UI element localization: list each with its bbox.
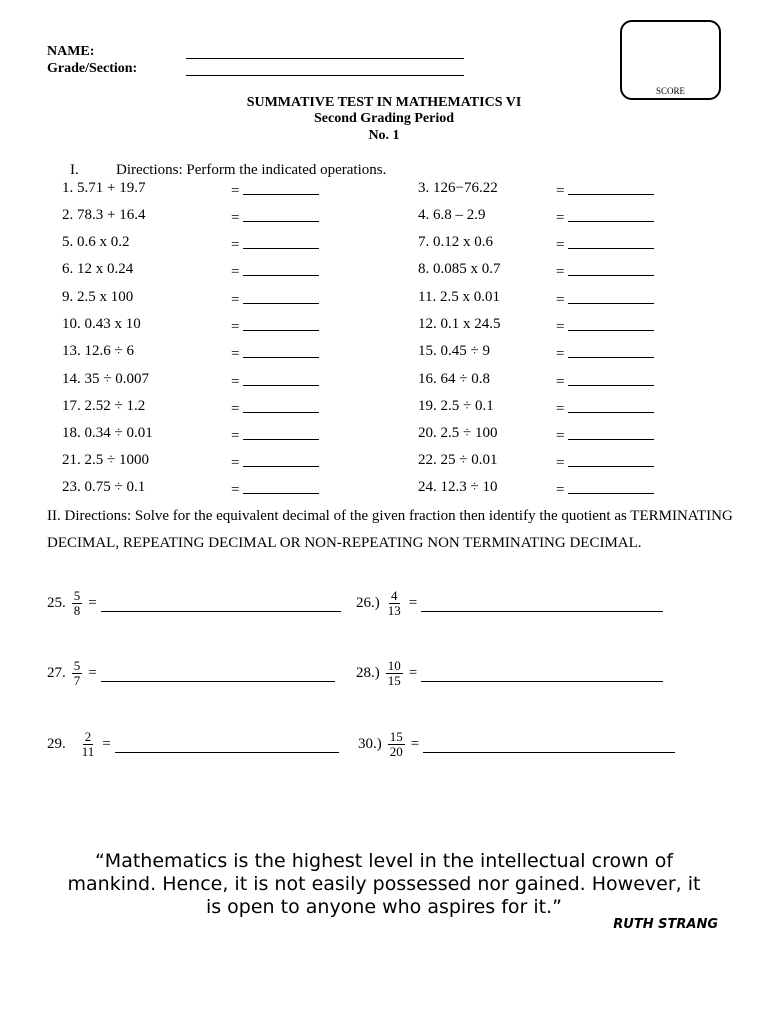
- answer-line[interactable]: [243, 180, 319, 195]
- answer-line[interactable]: [243, 343, 319, 358]
- answer-blank-right[interactable]: [556, 234, 654, 254]
- denominator: 11: [81, 744, 95, 759]
- equals-sign: =: [102, 736, 111, 752]
- problem-right: 4. 6.8 – 2.9: [418, 207, 486, 223]
- answer-blank-right[interactable]: [556, 452, 654, 472]
- problem-left: 9. 2.5 x 100: [62, 289, 134, 305]
- fraction-item: [356, 659, 663, 688]
- test-title: SUMMATIVE TEST IN MATHEMATICS VI: [246, 95, 522, 110]
- equals-sign: =: [231, 210, 240, 226]
- equals-sign: =: [556, 292, 565, 308]
- problem-left: 1. 5.71 + 19.7: [62, 180, 146, 196]
- problem-left: 21. 2.5 ÷ 1000: [62, 452, 149, 468]
- equals-sign: =: [556, 482, 565, 498]
- answer-blank-left[interactable]: [231, 425, 319, 445]
- problem-left: 23. 0.75 ÷ 0.1: [62, 479, 146, 495]
- answer-line[interactable]: [568, 371, 654, 386]
- item-number: 30.): [358, 736, 382, 752]
- answer-line[interactable]: [568, 234, 654, 249]
- answer-line[interactable]: [243, 207, 319, 222]
- equals-sign: =: [231, 401, 240, 417]
- answer-blank-right[interactable]: [556, 289, 654, 309]
- answer-line[interactable]: [568, 479, 654, 494]
- answer-line[interactable]: [568, 289, 654, 304]
- denominator: 7: [73, 673, 81, 688]
- answer-blank-left[interactable]: [231, 398, 319, 418]
- equals-sign: =: [231, 237, 240, 253]
- numerator: 5: [73, 588, 81, 603]
- numerator: 15: [389, 729, 403, 744]
- fraction: [386, 659, 403, 688]
- answer-blank-right[interactable]: [556, 261, 654, 281]
- test-number: No. 1: [368, 128, 400, 143]
- fraction: [80, 730, 97, 759]
- problem-left: 13. 12.6 ÷ 6: [62, 343, 134, 359]
- numerator: 2: [84, 729, 92, 744]
- answer-line[interactable]: [568, 398, 654, 413]
- answer-blank-right[interactable]: [556, 398, 654, 418]
- answer-line[interactable]: [568, 425, 654, 440]
- problem-left: 17. 2.52 ÷ 1.2: [62, 398, 146, 414]
- answer-blank-left[interactable]: [231, 261, 319, 281]
- answer-blank-left[interactable]: [231, 371, 319, 391]
- answer-blank-left[interactable]: [231, 289, 319, 309]
- answer-blank-left[interactable]: [231, 316, 319, 336]
- answer-line[interactable]: [568, 316, 654, 331]
- equals-sign: =: [88, 665, 97, 681]
- item-number: 27.: [47, 665, 66, 681]
- denominator: 20: [389, 744, 403, 759]
- answer-blank-right[interactable]: [556, 207, 654, 227]
- answer-line[interactable]: [243, 479, 319, 494]
- fraction-item: [47, 659, 335, 688]
- item-number: 28.): [356, 665, 380, 681]
- answer-line[interactable]: [568, 207, 654, 222]
- problem-right: 12. 0.1 x 24.5: [418, 316, 501, 332]
- item-number: 29.: [47, 736, 66, 752]
- fraction: [388, 730, 405, 759]
- answer-line[interactable]: [243, 371, 319, 386]
- problem-right: 3. 126−76.22: [418, 180, 498, 196]
- answer-line[interactable]: [243, 289, 319, 304]
- denominator: 15: [387, 673, 401, 688]
- equals-sign: =: [231, 346, 240, 362]
- answer-line[interactable]: [568, 452, 654, 467]
- answer-blank-right[interactable]: [556, 180, 654, 200]
- numerator: 5: [73, 658, 81, 673]
- part1-numeral: I.: [70, 162, 79, 178]
- equals-sign: =: [231, 319, 240, 335]
- answer-line[interactable]: [115, 736, 339, 753]
- problem-right: 19. 2.5 ÷ 0.1: [418, 398, 494, 414]
- problem-left: 5. 0.6 x 0.2: [62, 234, 130, 250]
- grade-section-label: Grade/Section:: [47, 61, 138, 76]
- problem-left: 6. 12 x 0.24: [62, 261, 134, 277]
- equals-sign: =: [408, 595, 418, 611]
- problem-right: 22. 25 ÷ 0.01: [418, 452, 498, 468]
- name-line[interactable]: [186, 58, 464, 59]
- answer-line[interactable]: [101, 665, 335, 682]
- answer-line[interactable]: [243, 234, 319, 249]
- fraction-item: [47, 589, 341, 618]
- problem-right: 16. 64 ÷ 0.8: [418, 371, 490, 387]
- answer-blank-right[interactable]: [556, 343, 654, 363]
- equals-sign: =: [410, 736, 420, 752]
- answer-line[interactable]: [423, 736, 675, 753]
- answer-line[interactable]: [101, 595, 341, 612]
- problem-right: 15. 0.45 ÷ 9: [418, 343, 490, 359]
- problem-right: 11. 2.5 x 0.01: [418, 289, 500, 305]
- part2-directions: II. Directions: Solve for the equivalent decimal of the given fraction then identify the quotient as TERMINATING DECIMAL, REPEATING DECIMAL OR NON-REPEATING NON TERMINATING DECIMAL.: [47, 508, 733, 551]
- equals-sign: =: [231, 374, 240, 390]
- numerator: 4: [391, 588, 398, 603]
- fraction-item: [358, 730, 675, 759]
- name-label: NAME:: [47, 44, 95, 59]
- part1-directions: Directions: Perform the indicated operations.: [116, 162, 387, 178]
- answer-line[interactable]: [568, 261, 654, 276]
- answer-line[interactable]: [243, 425, 319, 440]
- score-label: SCORE: [655, 86, 685, 96]
- equals-sign: =: [556, 428, 565, 444]
- problem-right: 7. 0.12 x 0.6: [418, 234, 493, 250]
- answer-line[interactable]: [243, 261, 319, 276]
- item-number: 25.: [47, 595, 66, 611]
- equals-sign: =: [231, 455, 240, 471]
- problem-left: 10. 0.43 x 10: [62, 316, 141, 332]
- equals-sign: =: [556, 183, 565, 199]
- answer-line[interactable]: [243, 452, 319, 467]
- fraction: [386, 589, 403, 618]
- equals-sign: =: [231, 482, 240, 498]
- answer-blank-left[interactable]: [231, 452, 319, 472]
- problem-right: 24. 12.3 ÷ 10: [418, 479, 498, 495]
- equals-sign: =: [556, 319, 565, 335]
- answer-blank-left[interactable]: [231, 180, 319, 200]
- fraction-item: [47, 730, 339, 759]
- item-number: 26.): [356, 595, 380, 611]
- equals-sign: =: [556, 374, 565, 390]
- equals-sign: =: [556, 237, 565, 253]
- score-box: [620, 20, 721, 100]
- quote-text: “Mathematics is the highest level in the intellectual crown of mankind. Hence, it is not easily possessed nor gained. However, it is open to anyone who aspires for it.”: [67, 850, 701, 918]
- quote-author: RUTH STRANG: [613, 917, 718, 932]
- equals-sign: =: [556, 455, 565, 471]
- grading-period: Second Grading Period: [313, 111, 454, 126]
- fraction: [72, 659, 83, 688]
- equals-sign: =: [231, 264, 240, 280]
- fraction-item: [356, 589, 663, 618]
- answer-line[interactable]: [243, 398, 319, 413]
- answer-blank-left[interactable]: [231, 343, 319, 363]
- answer-blank-right[interactable]: [556, 371, 654, 391]
- answer-blank-right[interactable]: [556, 316, 654, 336]
- denominator: 13: [387, 603, 401, 618]
- answer-line[interactable]: [568, 343, 654, 358]
- problem-left: 14. 35 ÷ 0.007: [62, 371, 149, 387]
- denominator: 8: [73, 603, 81, 618]
- equals-sign: =: [556, 264, 565, 280]
- problem-left: 18. 0.34 ÷ 0.01: [62, 425, 153, 441]
- equals-sign: =: [88, 595, 97, 611]
- numerator: 10: [387, 658, 401, 673]
- answer-blank-left[interactable]: [231, 479, 319, 499]
- equals-sign: =: [556, 401, 565, 417]
- equals-sign: =: [231, 292, 240, 308]
- grade-section-line[interactable]: [186, 75, 464, 76]
- answer-blank-left[interactable]: [231, 207, 319, 227]
- answer-line[interactable]: [568, 180, 654, 195]
- answer-blank-right[interactable]: [556, 479, 654, 499]
- equals-sign: =: [556, 346, 565, 362]
- answer-line[interactable]: [421, 665, 663, 682]
- answer-line[interactable]: [421, 595, 663, 612]
- equals-sign: =: [556, 210, 565, 226]
- equals-sign: =: [231, 428, 240, 444]
- answer-blank-right[interactable]: [556, 425, 654, 445]
- answer-line[interactable]: [243, 316, 319, 331]
- problem-right: 8. 0.085 x 0.7: [418, 261, 501, 277]
- problem-left: 2. 78.3 + 16.4: [62, 207, 146, 223]
- fraction: [72, 589, 83, 618]
- answer-blank-left[interactable]: [231, 234, 319, 254]
- equals-sign: =: [408, 665, 418, 681]
- problem-right: 20. 2.5 ÷ 100: [418, 425, 498, 441]
- equals-sign: =: [231, 183, 240, 199]
